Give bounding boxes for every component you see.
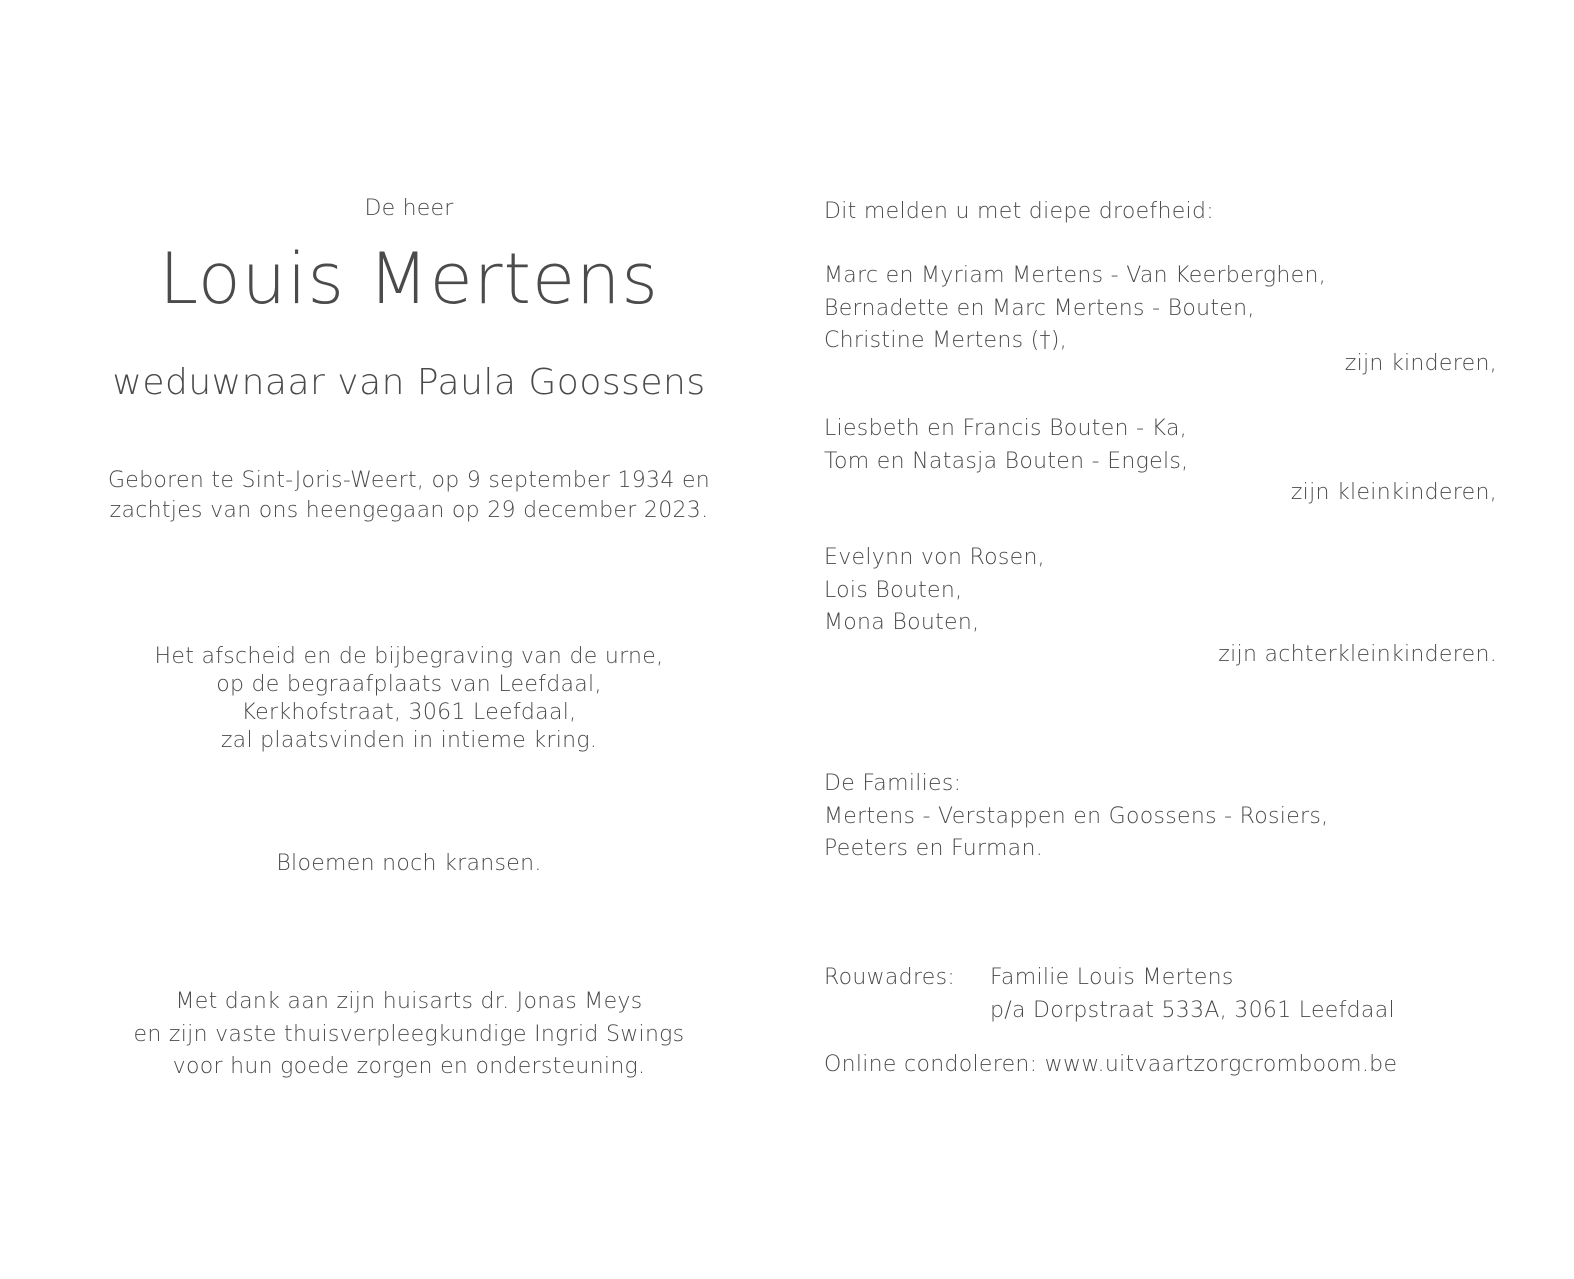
deceased-name: Louis Mertens — [159, 238, 659, 320]
families-title: De Families: — [824, 771, 962, 796]
honorific: De heer — [364, 196, 454, 221]
thanks-line: voor hun goede zorgen en ondersteuning. — [172, 1054, 646, 1079]
death-line: zachtjes van ons heengegaan op 29 december 2023. — [109, 498, 709, 523]
great-grandchildren-list — [824, 542, 1045, 640]
grandchild-entry: Tom en Natasja Bouten - Engels, — [824, 448, 1189, 474]
farewell-text — [0, 643, 818, 755]
great-grandchild-entry: Mona Bouten, — [824, 610, 980, 635]
address-block — [990, 962, 1395, 1027]
great-grandchild-entry: Lois Bouten, — [824, 577, 963, 603]
farewell-line: zal plaatsvinden in intieme kring. — [220, 728, 598, 753]
families-block — [824, 768, 1328, 866]
flowers-note: Bloemen noch kransen. — [276, 851, 542, 876]
children-label: zijn kinderen, — [1344, 351, 1497, 376]
child-entry: Christine Mertens (†), — [824, 328, 1068, 353]
child-entry: Marc en Myriam Mertens - Van Keerberghen, — [824, 263, 1326, 288]
address-line: Familie Louis Mertens — [990, 965, 1234, 990]
children-list — [824, 260, 1326, 358]
grandchildren-label: zijn kleinkinderen, — [1290, 480, 1497, 505]
family-entry: Mertens - Verstappen en Goossens - Rosiers, — [824, 803, 1329, 829]
address-line: p/a Dorpstraat 533A, 3061 Leefdaal — [990, 997, 1395, 1023]
birth-death-text — [0, 466, 818, 526]
great-grandchildren-label: zijn achterkleinkinderen. — [1218, 642, 1497, 667]
address-label: Rouwadres: — [824, 965, 956, 990]
farewell-line: Het afscheid en de bijbegraving van de urne, — [154, 644, 664, 669]
thanks-line: Met dank aan zijn huisarts dr. Jonas Meys — [175, 989, 643, 1014]
thanks-text — [0, 986, 818, 1084]
online-condolence: Online condoleren: www.uitvaartzorgcromboom.be — [824, 1052, 1398, 1077]
grandchildren-list — [824, 413, 1188, 478]
grandchild-entry: Liesbeth en Francis Bouten - Ka, — [824, 416, 1188, 441]
birth-line: Geboren te Sint-Joris-Weert, op 9 september 1934 en — [107, 468, 711, 493]
great-grandchild-entry: Evelynn von Rosen, — [824, 545, 1045, 570]
family-entry: Peeters en Furman. — [824, 836, 1043, 861]
thanks-line: en zijn vaste thuisverpleegkundige Ingrid Swings — [133, 1021, 685, 1047]
farewell-line: op de begraafplaats van Leefdaal, — [216, 672, 602, 697]
announcement-intro: Dit melden u met diepe droefheid: — [824, 199, 1214, 224]
farewell-line: Kerkhofstraat, 3061 Leefdaal, — [241, 700, 577, 725]
widower-subtitle: weduwnaar van Paula Goossens — [112, 362, 706, 403]
child-entry: Bernadette en Marc Mertens - Bouten, — [824, 295, 1255, 321]
